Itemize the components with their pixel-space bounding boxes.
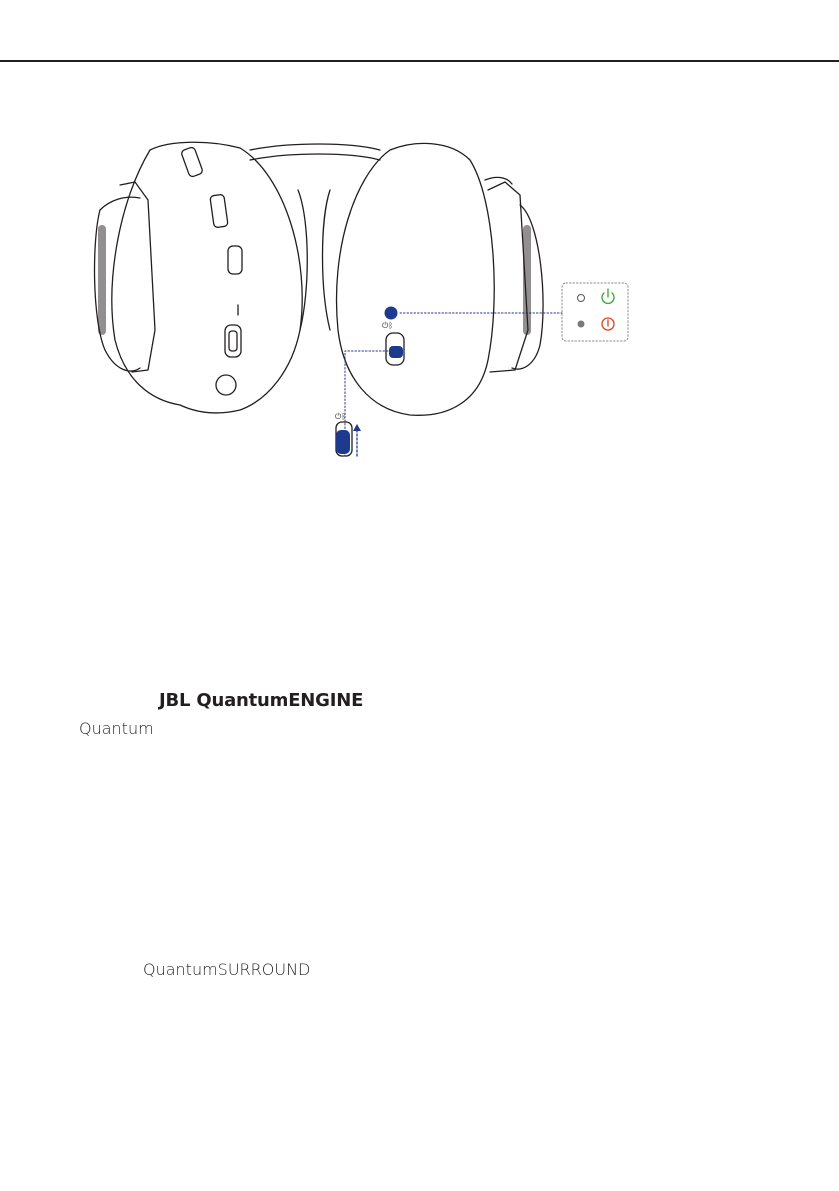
grille-texture xyxy=(98,225,531,335)
brand-engine-logo: JBL QuantumENGINE xyxy=(159,690,364,711)
power-on-icon xyxy=(602,289,614,303)
power-off-icon xyxy=(602,318,614,330)
power-bt-label-icon: ⏻ᛒ xyxy=(382,321,394,330)
headband xyxy=(250,144,380,330)
led-legend-box xyxy=(562,283,628,341)
audio-jack-icon xyxy=(216,375,236,395)
usb-c-port-icon xyxy=(225,325,241,357)
mic-mute-slider-icon xyxy=(210,194,228,228)
led-off-indicator xyxy=(578,295,585,302)
switch-callout-knob xyxy=(336,430,350,454)
power-bt-label-icon-callout: ⏻ᛒ xyxy=(335,412,347,421)
headset-illustration xyxy=(0,0,839,560)
right-ear-cup xyxy=(337,143,544,415)
left-ear-cup xyxy=(95,142,303,413)
status-led xyxy=(385,307,398,320)
mic-button-icon xyxy=(228,246,242,274)
quantum-word: Quantum xyxy=(79,719,154,738)
led-on-indicator xyxy=(578,321,585,328)
arrow-up-icon xyxy=(353,424,361,431)
power-slider-knob xyxy=(389,346,403,358)
volume-wheel-icon xyxy=(181,146,204,177)
quantum-surround-word: QuantumSURROUND xyxy=(143,960,311,979)
